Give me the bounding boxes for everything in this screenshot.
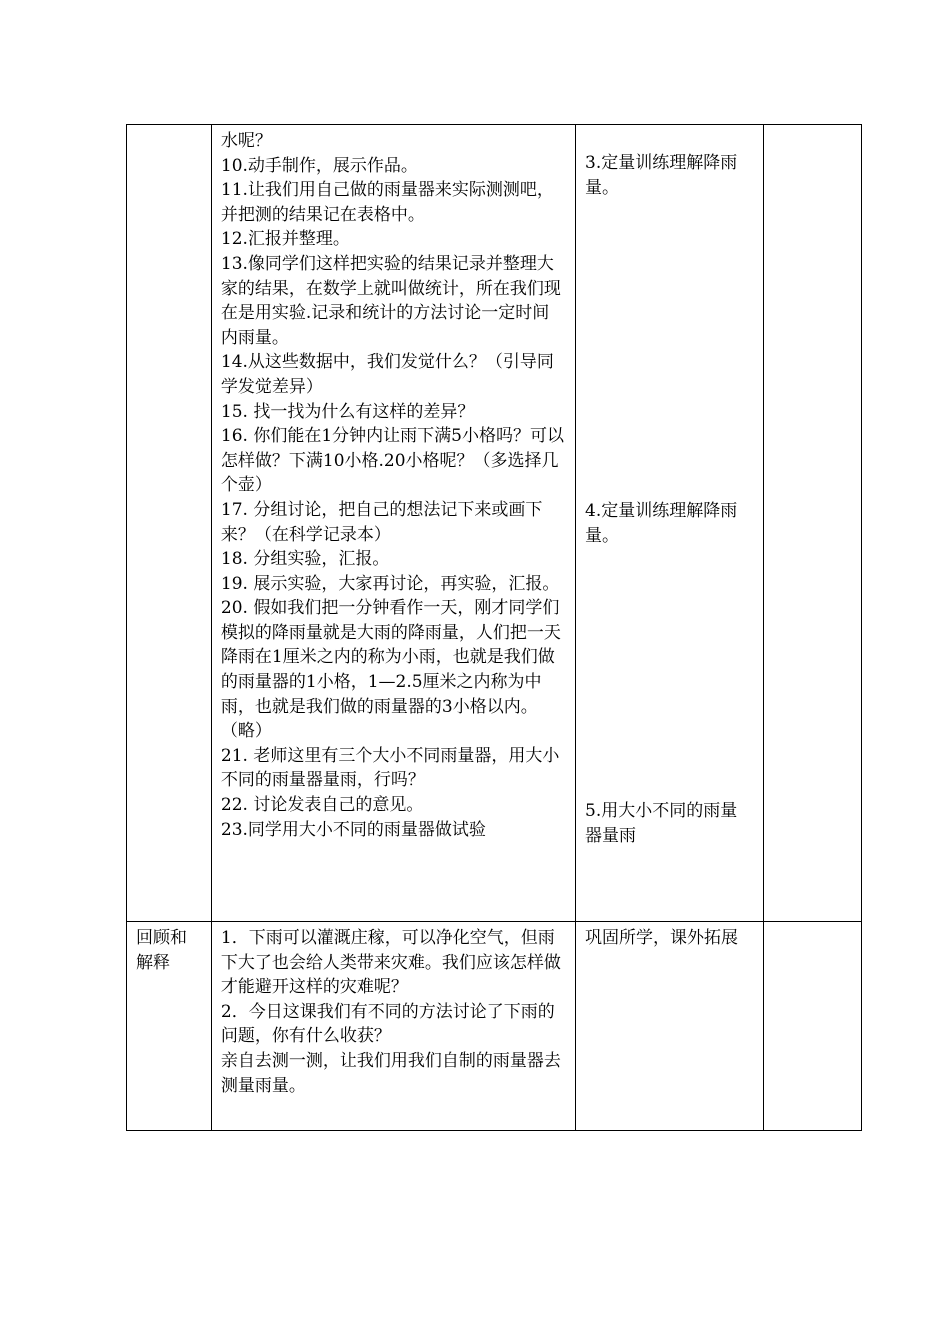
activity-line: 2．今日这课我们有不同的方法讨论了下雨的问题，你有什么收获？ [220,1001,555,1047]
activity-line: 22. 讨论发表自己的意见。 [220,795,424,816]
activity-line: 15. 找一找为什么有这样的差异？ [220,401,475,422]
activity-line: 13.像同学们这样把实验的结果记录并整理大家的结果，在数学上就叫做统计，所在我们现在是用实验.记录和统计的方法讨论一定时间内雨量。 [220,253,561,348]
lesson-plan-table [126,124,862,1131]
notes-cell [576,922,764,1131]
activity-line: 23.同学用大小不同的雨量器做试验 [220,819,486,840]
note-text: 4.定量训练理解降雨量。 [585,501,738,546]
activities-cell [211,125,575,922]
stage-cell [127,922,212,1131]
extra-cell [763,125,861,922]
extra-cell [763,922,861,1131]
activities-cell [211,922,575,1131]
stage-cell [127,125,212,922]
activity-line: 12.汇报并整理。 [220,229,350,250]
activity-line: 16. 你们能在1分钟内让雨下满5小格吗？可以怎样做？下满10小格.20小格呢？（多选择几个壶） [220,426,564,496]
activity-line: 19. 展示实验，大家再讨论，再实验，汇报。 [220,573,560,594]
activity-line: 亲自去测一测，让我们用我们自制的雨量器去测量雨量。 [220,1050,561,1096]
note-text: 3.定量训练理解降雨量。 [585,153,738,198]
note-text: 巩固所学，课外拓展 [585,928,739,948]
activity-line: 17. 分组讨论，把自己的想法记下来或画下来？（在科学记录本） [220,499,543,545]
notes-container [585,129,753,917]
notes-cell [576,125,764,922]
activity-line: 20. 假如我们把一分钟看作一天，刚才同学们模拟的降雨量就是大雨的降雨量，人们把一天降雨在1厘米之内的称为小雨，也就是我们做的雨量器的1小格，1—2.5厘米之内称为中雨，也就是我们做的雨量器的3小格以内。（略） [220,598,561,742]
activity-line: 18. 分组实验，汇报。 [220,549,390,570]
activity-line: 10.动手制作，展示作品。 [220,155,418,176]
activity-line: 1．下雨可以灌溉庄稼，可以净化空气，但雨下大了也会给人类带来灾难。我们应该怎样做才能避开这样的灾难呢？ [220,928,561,998]
activity-line: 21. 老师这里有三个大小不同雨量器，用大小不同的雨量器量雨，行吗？ [220,745,560,791]
stage-label: 回顾和解释 [136,928,187,973]
activity-line: 11.让我们用自己做的雨量器来实际测测吧，并把测的结果记在表格中。 [220,180,554,225]
activity-line: 14.从这些数据中，我们发觉什么？（引导同学发觉差异） [220,352,554,397]
table-row [127,922,862,1131]
table-row [127,125,862,922]
activity-line: 水呢？ [220,131,272,151]
note-text: 5.用大小不同的雨量器量雨 [585,801,738,846]
